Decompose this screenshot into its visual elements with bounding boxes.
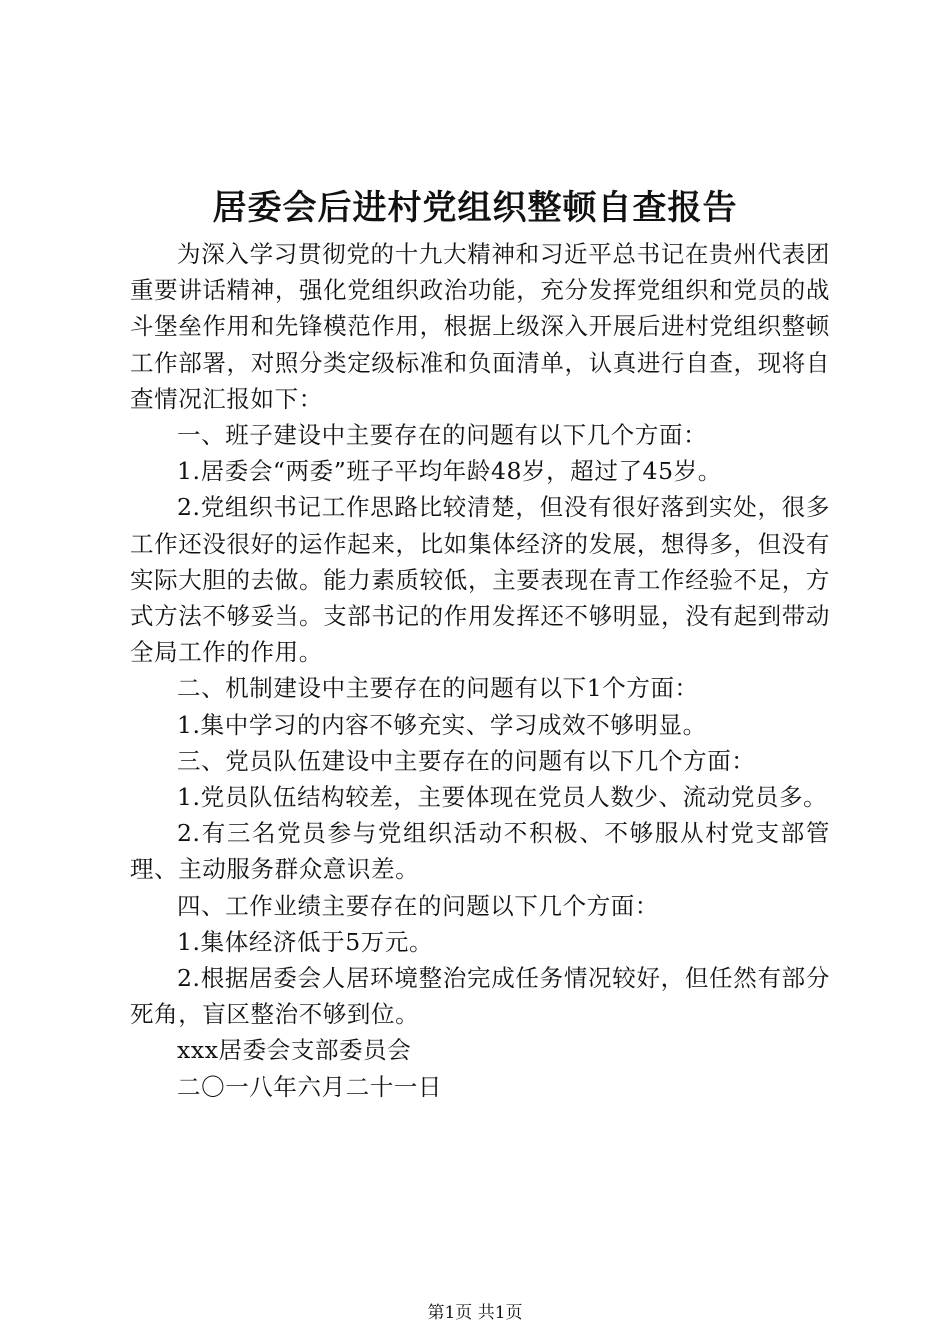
signature-date: 二〇一八年六月二十一日 <box>177 1072 443 1101</box>
section-heading-team: 一、班子建设中主要存在的问题有以下几个方面： <box>177 421 708 450</box>
intro-paragraph: 为深入学习贯彻党的十九大精神和习近平总书记在贵州代表团重要讲话精神，强化党组织政治功能，充分发挥党组织和党员的战斗堡垒作用和先锋模范作用，根据上级深入开展后进村党组织整顿工作部署，对照分类定级标准和负面清单，认真进行自查，现将自查情况汇报如下： <box>130 240 830 413</box>
list-item: 1.居委会“两委”班子平均年龄48岁，超过了45岁。 <box>177 457 722 486</box>
signature-organization: xxx居委会支部委员会 <box>177 1036 412 1065</box>
section-heading-mechanism: 二、机制建设中主要存在的问题有以下1个方面： <box>177 674 699 703</box>
document-title: 居委会后进村党组织整顿自查报告 <box>212 188 738 228</box>
section-heading-performance: 四、工作业绩主要存在的问题以下几个方面： <box>177 891 659 920</box>
list-item: 1.党员队伍结构较差，主要体现在党员人数少、流动党员多。 <box>177 783 828 812</box>
document-body <box>130 236 830 1105</box>
list-item: 2.根据居委会人居环境整治完成任务情况较好，但任然有部分死角，盲区整治不够到位。 <box>130 964 830 1029</box>
list-item: 1.集体经济低于5万元。 <box>177 927 434 956</box>
section-heading-members: 三、党员队伍建设中主要存在的问题有以下几个方面： <box>177 746 756 775</box>
list-item: 2.有三名党员参与党组织活动不积极、不够服从村党支部管理、主动服务群众意识差。 <box>130 819 830 884</box>
list-item: 2.党组织书记工作思路比较清楚，但没有很好落到实处，很多工作还没很好的运作起来，比如集体经济的发展，想得多，但没有实际大胆的去做。能力素质较低，主要表现在青工作经验不足，方式方法不够妥当。支部书记的作用发挥还不够明显，没有起到带动全局工作的作用。 <box>130 493 830 667</box>
list-item: 1.集中学习的内容不够充实、学习成效不够明显。 <box>177 710 707 739</box>
page-footer: 第1页 共1页 <box>427 1303 523 1323</box>
